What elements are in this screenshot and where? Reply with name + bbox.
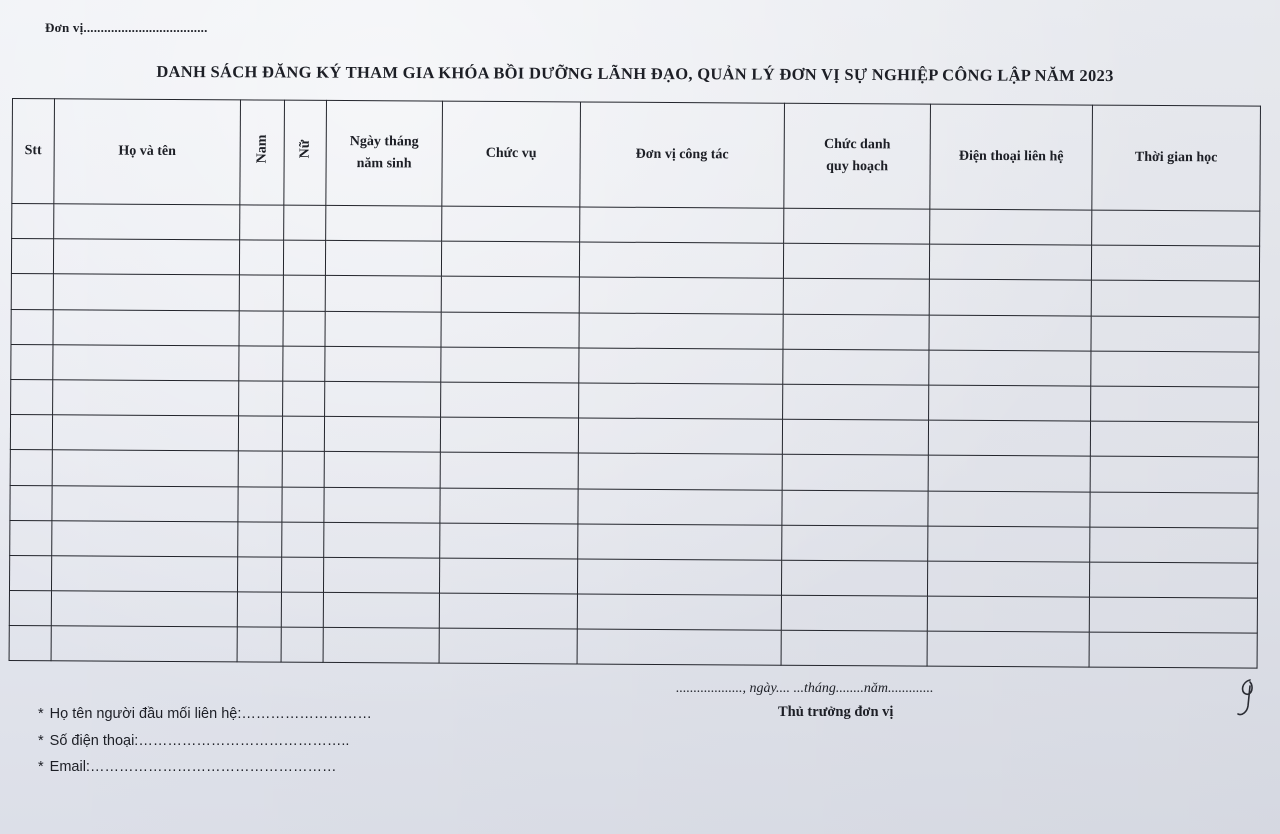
table-cell <box>283 346 325 381</box>
table-cell <box>11 344 53 379</box>
table-cell <box>52 520 238 556</box>
table-cell <box>782 490 928 526</box>
table-cell <box>441 312 579 348</box>
table-cell <box>927 596 1089 632</box>
table-cell <box>578 524 782 560</box>
table-cell <box>1091 316 1259 352</box>
table-cell <box>283 381 325 416</box>
table-cell <box>53 274 239 310</box>
table-cell <box>52 450 238 486</box>
table-cell <box>238 416 282 451</box>
table-cell <box>324 452 440 488</box>
contact-name-label: Họ tên người đầu mối liên hệ:……………………… <box>49 706 372 722</box>
table-cell <box>440 417 578 453</box>
col-header-name: Họ và tên <box>54 99 241 205</box>
table-cell <box>11 379 53 414</box>
table-cell <box>579 277 783 313</box>
table-cell <box>929 279 1091 315</box>
table-cell <box>928 526 1090 562</box>
table-cell <box>1090 527 1258 563</box>
table-cell <box>579 383 783 419</box>
table-cell <box>1091 280 1259 316</box>
table-cell <box>929 350 1091 386</box>
table-cell <box>441 241 579 277</box>
table-cell <box>323 628 439 664</box>
table-cell <box>11 274 53 309</box>
table-cell <box>325 346 441 382</box>
col-header-study-time: Thời gian học <box>1092 105 1261 211</box>
table-cell <box>324 487 440 523</box>
table-cell <box>579 313 783 349</box>
table-body <box>9 204 1260 669</box>
table-cell <box>927 631 1089 667</box>
table-cell <box>10 415 52 450</box>
table-cell <box>239 240 283 275</box>
table-cell <box>52 415 238 451</box>
table-cell <box>783 314 929 350</box>
table-cell <box>440 488 578 524</box>
table-cell <box>51 591 237 627</box>
table-cell <box>781 595 927 631</box>
table-cell <box>239 275 283 310</box>
col-header-male <box>240 100 285 205</box>
table-cell <box>282 451 324 486</box>
table-cell <box>578 488 782 524</box>
table-cell <box>782 455 928 491</box>
col-header-stt: Stt <box>12 99 55 204</box>
col-header-female-label: Nữ <box>297 139 313 159</box>
table-cell <box>323 557 439 593</box>
table-cell <box>440 452 578 488</box>
table-cell <box>439 558 577 594</box>
table-cell <box>10 485 52 520</box>
table-cell <box>283 240 325 275</box>
table-cell <box>237 627 281 662</box>
table-cell <box>1092 210 1260 246</box>
table-cell <box>239 346 283 381</box>
table-cell <box>783 279 929 315</box>
table-cell <box>441 382 579 418</box>
table-cell <box>239 310 283 345</box>
table-cell <box>782 419 928 455</box>
unit-line: Đơn vị.................................... <box>45 20 208 35</box>
table-cell <box>440 523 578 559</box>
table-cell <box>781 630 927 666</box>
table-cell <box>442 206 580 242</box>
table-cell <box>238 451 282 486</box>
table-cell <box>928 420 1090 456</box>
table-cell <box>578 453 782 489</box>
table-cell <box>12 204 54 239</box>
table-cell <box>930 209 1092 245</box>
date-line: ..................., ngày.... ...tháng........năm............. <box>676 681 934 696</box>
table-cell <box>237 592 281 627</box>
table-cell <box>1091 386 1259 422</box>
table-cell <box>579 348 783 384</box>
table-cell <box>282 487 324 522</box>
contact-name-line <box>38 706 372 722</box>
table-cell <box>237 557 281 592</box>
col-header-dob <box>326 100 443 206</box>
table-cell <box>325 311 441 347</box>
table-cell <box>325 381 441 417</box>
col-header-dob-line2: năm sinh <box>356 156 412 172</box>
col-header-male-label: Nam <box>254 134 270 164</box>
table-cell <box>439 593 577 629</box>
col-header-position: Chức vụ <box>442 101 581 207</box>
bullet-marker: * <box>38 759 44 775</box>
table-cell <box>927 561 1089 597</box>
table-cell <box>781 560 927 596</box>
table-cell <box>10 520 52 555</box>
col-header-planned-line1: Chức danh <box>823 137 891 153</box>
registration-table <box>9 98 1261 669</box>
table-cell <box>283 311 325 346</box>
table-cell <box>325 276 441 312</box>
contact-email-line <box>38 759 336 775</box>
table-cell <box>784 208 930 244</box>
table-cell <box>577 559 781 595</box>
table-cell <box>580 207 784 243</box>
table-cell <box>9 626 51 661</box>
col-header-planned-title <box>784 103 931 209</box>
table-cell <box>283 276 325 311</box>
table-cell <box>51 626 237 662</box>
table-cell <box>929 315 1091 351</box>
table-cell <box>53 309 239 345</box>
table-cell <box>929 244 1091 280</box>
table-cell <box>239 381 283 416</box>
table-cell <box>578 418 782 454</box>
table-cell <box>782 525 928 561</box>
table-cell <box>1089 597 1257 633</box>
table-cell <box>281 557 323 592</box>
contact-phone-line <box>38 733 349 749</box>
table-cell <box>324 522 440 558</box>
table-cell <box>11 309 53 344</box>
table-cell <box>439 628 577 664</box>
table-row <box>9 626 1257 669</box>
table-cell <box>1089 562 1257 598</box>
table-cell <box>441 347 579 383</box>
table-cell <box>282 522 324 557</box>
table-cell <box>10 450 52 485</box>
signer-title: Thủ trưởng đơn vị <box>778 704 894 720</box>
table-cell <box>1089 632 1257 668</box>
table-cell <box>783 384 929 420</box>
table-cell <box>928 455 1090 491</box>
table-cell <box>324 417 440 453</box>
table-cell <box>783 243 929 279</box>
table-cell <box>579 242 783 278</box>
table-cell <box>577 629 781 665</box>
table-cell <box>1091 351 1259 387</box>
table-cell <box>1091 245 1259 281</box>
table-cell <box>52 485 238 521</box>
table-cell <box>53 239 239 275</box>
table-cell <box>51 556 237 592</box>
table-cell <box>238 486 282 521</box>
table-cell <box>11 239 53 274</box>
table-cell <box>9 555 51 590</box>
bullet-marker: * <box>38 733 44 749</box>
table-cell <box>325 241 441 277</box>
table-cell <box>240 205 284 240</box>
contact-phone-label: Số điện thoại:…………………………………….. <box>49 733 350 749</box>
table-cell <box>326 205 442 241</box>
table-cell <box>54 204 240 240</box>
col-header-phone: Điện thoại liên hệ <box>930 104 1093 210</box>
handwritten-mark-icon <box>1232 676 1262 720</box>
table-cell <box>284 205 326 240</box>
table-cell <box>577 594 781 630</box>
table-cell <box>53 345 239 381</box>
table-cell <box>53 380 239 416</box>
table-cell <box>1090 421 1258 457</box>
table-cell <box>238 522 282 557</box>
table-cell <box>929 385 1091 421</box>
table-cell <box>1090 492 1258 528</box>
col-header-dob-line1: Ngày tháng <box>349 134 419 150</box>
col-header-female <box>284 100 327 205</box>
table-cell <box>282 416 324 451</box>
col-header-planned-line2: quy hoạch <box>826 158 889 175</box>
table-header-row <box>12 99 1261 212</box>
form-title: DANH SÁCH ĐĂNG KÝ THAM GIA KHÓA BỒI DƯỠNG LÃNH ĐẠO, QUẢN LÝ ĐƠN VỊ SỰ NGHIỆP CÔNG LẬP NĂM 2023 <box>156 61 1114 86</box>
bullet-marker: * <box>38 706 44 722</box>
table-cell <box>9 591 51 626</box>
table-cell <box>323 592 439 628</box>
table-cell <box>783 349 929 385</box>
table-cell <box>281 592 323 627</box>
table-cell <box>441 277 579 313</box>
table-cell <box>1090 456 1258 492</box>
col-header-workplace: Đơn vị công tác <box>580 102 785 208</box>
table-cell <box>281 627 323 662</box>
contact-email-label: Email:…………………………………………… <box>49 759 337 775</box>
table-cell <box>928 491 1090 527</box>
registration-table-wrap <box>9 98 1262 669</box>
